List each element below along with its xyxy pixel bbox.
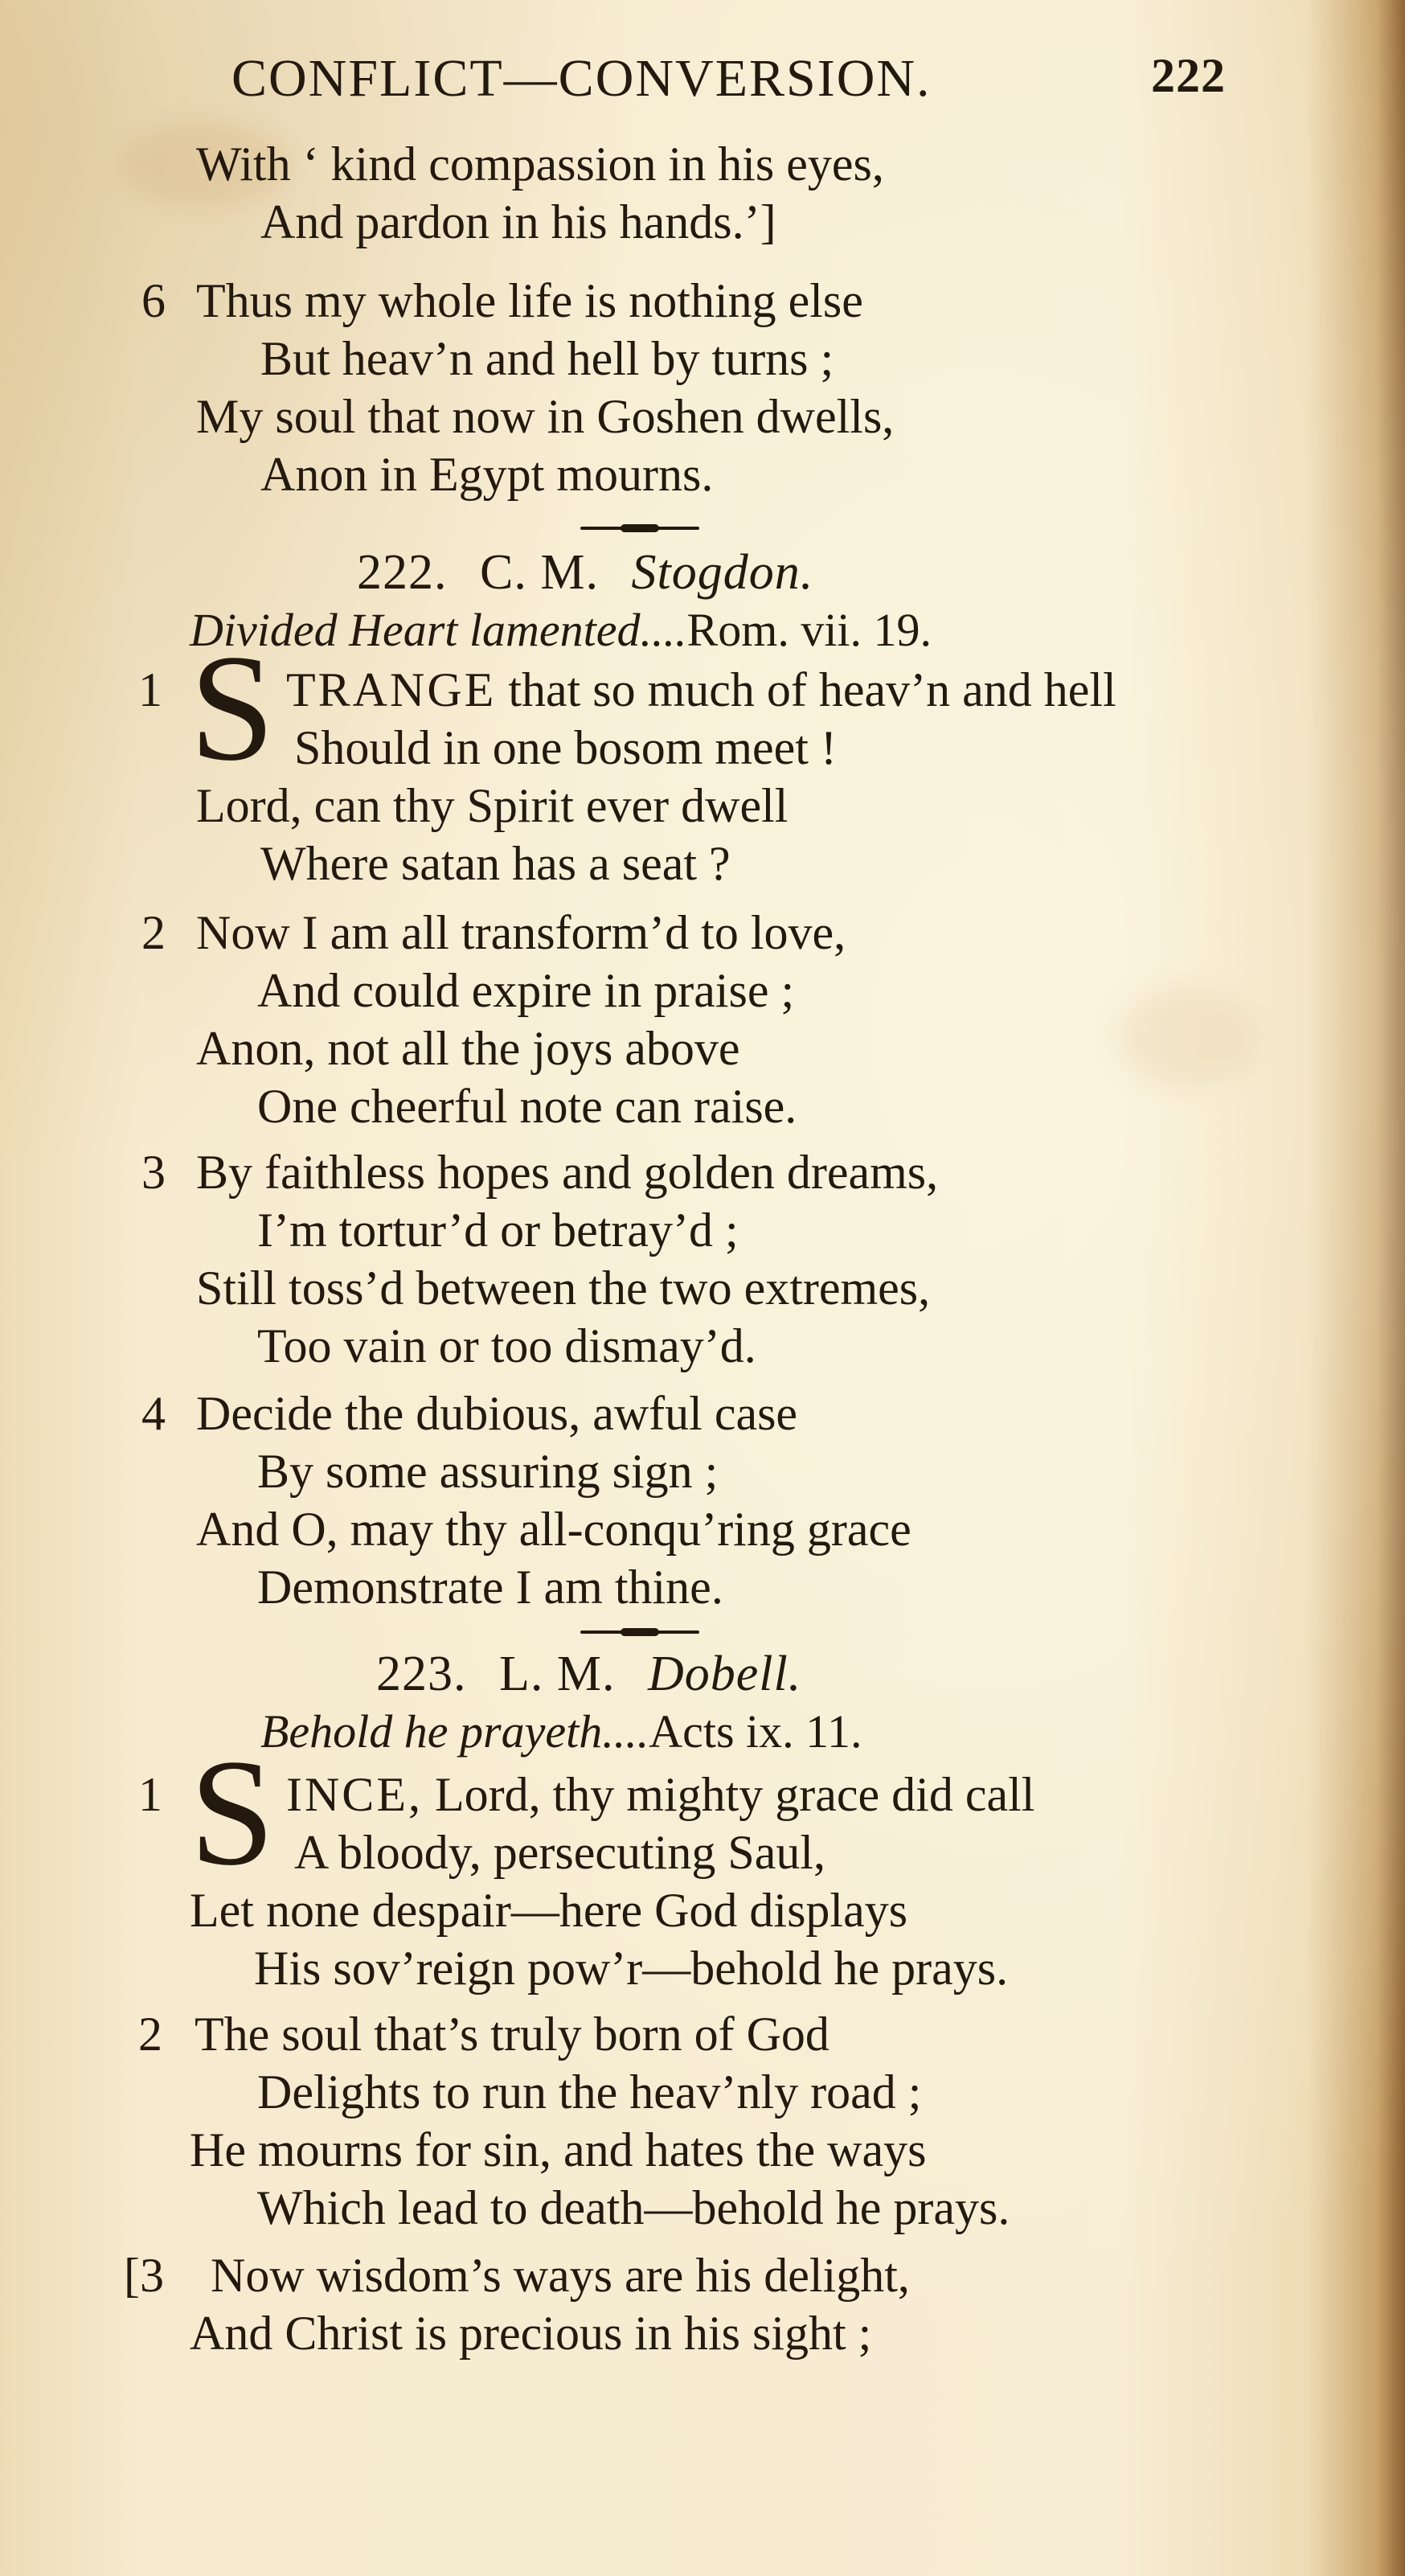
verse-line: By faithless hopes and golden dreams, bbox=[196, 1146, 939, 1199]
verse-line: Thus my whole life is nothing else bbox=[196, 274, 863, 327]
verse-line: Anon, not all the joys above bbox=[196, 1022, 740, 1075]
hymn-meter: L. M. bbox=[499, 1647, 616, 1701]
first-line-rest: Lord, thy mighty grace did call bbox=[422, 1768, 1035, 1821]
drop-cap: S bbox=[190, 624, 275, 793]
verse-line: Too vain or too dismay’d. bbox=[257, 1319, 756, 1372]
verse-line: Still toss’d between the two extremes, bbox=[196, 1261, 931, 1315]
first-line-rest: that so much of heav’n and hell bbox=[496, 663, 1116, 716]
hymn-meter: C. M. bbox=[480, 545, 599, 600]
verse-line: Let none despair—here God displays bbox=[190, 1884, 908, 1937]
verse-line: Anon in Egypt mourns. bbox=[260, 448, 714, 501]
verse-line: The soul that’s truly born of God bbox=[195, 2008, 829, 2061]
page-number: 222 bbox=[1151, 49, 1226, 102]
scripture-reference: Acts ix. 11. bbox=[649, 1705, 862, 1758]
verse-number: 4 bbox=[141, 1387, 166, 1440]
verse-line: And Christ is precious in his sight ; bbox=[190, 2307, 872, 2360]
hymn-subject-line bbox=[260, 1703, 862, 1761]
hymn-subject: Divided Heart lamented.... bbox=[190, 604, 687, 656]
verse-line bbox=[286, 1766, 1034, 1823]
first-word: INCE, bbox=[286, 1768, 423, 1821]
verse-line: A bloody, persecuting Saul, bbox=[294, 1826, 826, 1879]
hymn-subject-line bbox=[190, 601, 932, 659]
verse-number: [3 bbox=[124, 2249, 164, 2302]
verse-line: Now I am all transform’d to love, bbox=[196, 906, 846, 959]
verse-line: But heav’n and hell by turns ; bbox=[260, 332, 834, 385]
verse-line: Where satan has a seat ? bbox=[260, 837, 731, 890]
section-divider bbox=[580, 1631, 699, 1634]
verse-line: By some assuring sign ; bbox=[257, 1445, 719, 1498]
hymn-heading bbox=[376, 1645, 801, 1703]
verse-line: Decide the dubious, awful case bbox=[196, 1387, 798, 1440]
verse-line: And O, may thy all-conqu’ring grace bbox=[196, 1503, 911, 1556]
verse-line: With ‘ kind compassion in his eyes, bbox=[196, 137, 884, 191]
verse-line: Lord, can thy Spirit ever dwell bbox=[196, 779, 789, 832]
verse-number: 2 bbox=[138, 2008, 162, 2061]
verse-number: 2 bbox=[141, 906, 166, 959]
first-word: TRANGE bbox=[286, 663, 497, 716]
hymn-subject: Behold he prayeth.... bbox=[260, 1705, 649, 1758]
hymn-number: 223. bbox=[376, 1647, 467, 1701]
verse-line: My soul that now in Goshen dwells, bbox=[196, 390, 895, 443]
verse-number: 1 bbox=[138, 1768, 162, 1821]
verse-number: 6 bbox=[141, 274, 166, 327]
verse-line: And could expire in praise ; bbox=[257, 964, 795, 1017]
verse-line: One cheerful note can raise. bbox=[257, 1080, 797, 1133]
verse-line: Which lead to death—behold he prays. bbox=[257, 2181, 1010, 2234]
page-stain bbox=[1117, 989, 1254, 1085]
verse-line: His sov’reign pow’r—behold he prays. bbox=[254, 1942, 1009, 1995]
verse-line: He mourns for sin, and hates the ways bbox=[190, 2123, 927, 2176]
verse-line bbox=[286, 661, 1116, 719]
verse-line: Demonstrate I am thine. bbox=[257, 1561, 723, 1614]
verse-line: Now wisdom’s ways are his delight, bbox=[211, 2249, 910, 2302]
running-title: CONFLICT—CONVERSION. bbox=[231, 49, 932, 108]
verse-line: I’m tortur’d or betray’d ; bbox=[257, 1204, 739, 1257]
hymn-tune: Stogdon. bbox=[631, 545, 814, 600]
verse-line: And pardon in his hands.’] bbox=[260, 195, 776, 248]
verse-line: Delights to run the heav’nly road ; bbox=[257, 2065, 922, 2119]
verse-line: Should in one bosom meet ! bbox=[294, 721, 837, 774]
drop-cap: S bbox=[190, 1729, 275, 1897]
scripture-reference: Rom. vii. 19. bbox=[686, 604, 932, 656]
hymn-number: 222. bbox=[357, 545, 448, 600]
hymn-tune: Dobell. bbox=[648, 1647, 802, 1701]
verse-number: 3 bbox=[141, 1146, 166, 1199]
verse-number: 1 bbox=[138, 663, 162, 716]
hymn-heading bbox=[357, 544, 813, 601]
section-divider bbox=[580, 527, 699, 530]
